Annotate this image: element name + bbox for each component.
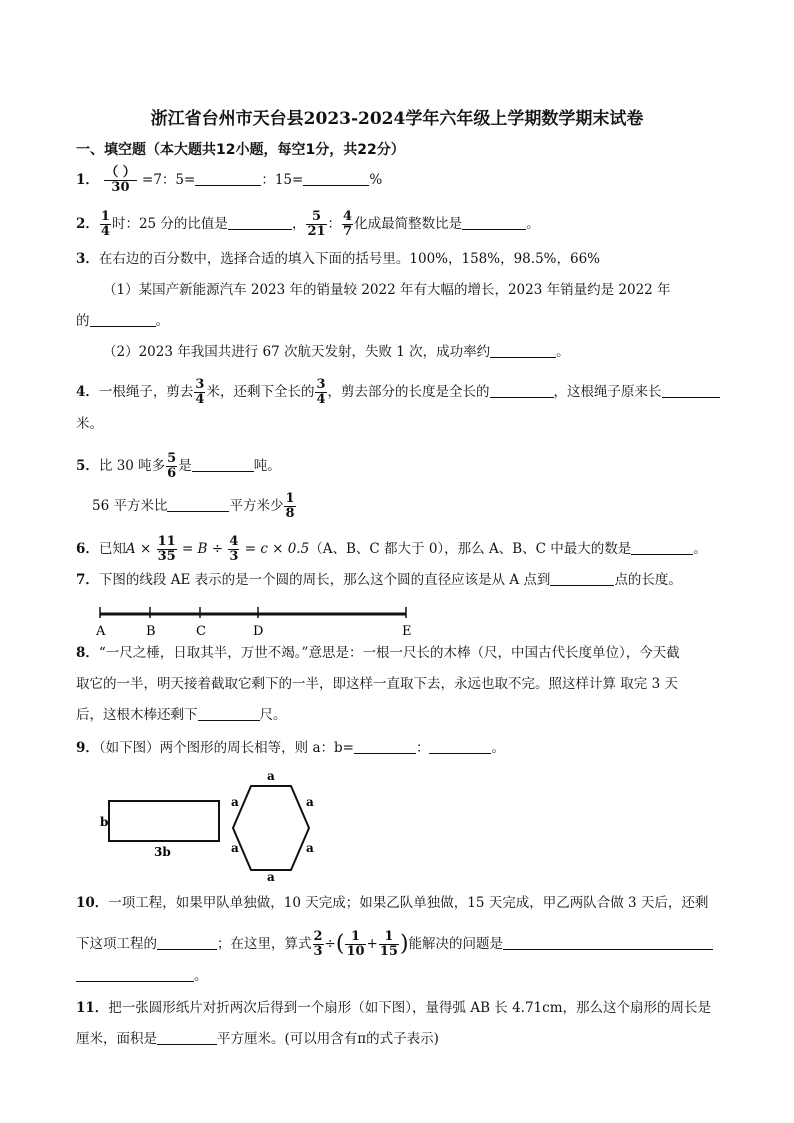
question-4-cont bbox=[76, 414, 103, 434]
question-8 bbox=[76, 643, 680, 663]
rect-label-b: b bbox=[100, 815, 109, 829]
fraction-numerator: 2 bbox=[313, 929, 323, 944]
question-text: 一项工程，如果甲队单独做，10 天完成；如果乙队单独做，15 天完成，甲乙两队合做 3 天后，还剩 bbox=[108, 895, 709, 911]
fraction-numerator: 5 bbox=[306, 210, 326, 225]
question-8-line-2 bbox=[76, 674, 678, 694]
question-text: （A、B、C 都大于 0），那么 A、B、C 中最大的数是 bbox=[309, 541, 632, 557]
question-text: 。 bbox=[491, 740, 505, 756]
answer-blank[interactable] bbox=[462, 215, 526, 230]
question-8-line-3 bbox=[76, 705, 287, 725]
question-3-part-2 bbox=[103, 342, 570, 362]
question-text: 后，这根木棒还剩下 bbox=[76, 707, 198, 723]
fraction-numerator: 4 bbox=[229, 534, 239, 549]
operator: + bbox=[366, 936, 378, 952]
answer-blank[interactable] bbox=[354, 739, 416, 754]
question-text: =7：5= bbox=[142, 172, 196, 188]
question-text: ，这根绳子原来长 bbox=[553, 384, 662, 400]
question-6 bbox=[76, 535, 707, 564]
question-10-line-2 bbox=[76, 930, 713, 959]
question-text: 比 30 吨多 bbox=[98, 458, 166, 474]
question-text: 取它的一半，明天接着截取它剩下的一半，即这样一直取下去，永远也取不完。照这样计算 取完 3 天 bbox=[76, 676, 678, 692]
fraction-denominator: 4 bbox=[100, 224, 110, 239]
question-text: ，剪去部分的长度是全长的 bbox=[327, 384, 490, 400]
question-3-part-1-cont bbox=[76, 311, 169, 331]
fraction-numerator: 1 bbox=[345, 930, 365, 945]
fraction-numerator: 3 bbox=[195, 377, 205, 392]
label-a: A bbox=[96, 624, 106, 639]
question-9 bbox=[76, 738, 505, 758]
question-number: 1． bbox=[76, 172, 99, 188]
question-text: 点的长度。 bbox=[614, 572, 682, 588]
fraction bbox=[194, 378, 205, 407]
question-text: 。 bbox=[693, 541, 707, 557]
fraction-numerator: 11 bbox=[157, 534, 176, 549]
question-text: “一尺之棰，日取其半，万世不竭。”意思是：一根一尺长的木棒（尺，中国古代长度单位），今天截 bbox=[98, 645, 680, 661]
hex-label-ur: a bbox=[306, 795, 314, 809]
question-number: 11． bbox=[76, 1000, 109, 1016]
answer-blank[interactable] bbox=[167, 497, 229, 512]
answer-blank[interactable] bbox=[631, 540, 693, 555]
question-text: ；在这里，算式 bbox=[217, 936, 312, 952]
fraction-denominator: 6 bbox=[167, 466, 177, 481]
question-3-part-1 bbox=[103, 280, 671, 300]
question-text: （2）2023 年我国共进行 67 次航天发射，失败 1 次，成功率约 bbox=[103, 344, 491, 360]
fraction-numerator: 1 bbox=[379, 930, 399, 945]
fraction-denominator: 3 bbox=[313, 944, 323, 959]
question-11 bbox=[76, 998, 711, 1018]
answer-blank[interactable] bbox=[157, 1030, 217, 1045]
fraction bbox=[342, 210, 353, 239]
question-text: ： bbox=[415, 740, 430, 756]
question-2 bbox=[76, 210, 540, 239]
question-number: 2． bbox=[76, 216, 99, 232]
fraction bbox=[315, 378, 326, 407]
question-text: 厘米，面积是 bbox=[76, 1031, 157, 1047]
question-text: 。 bbox=[556, 344, 570, 360]
question-text: 米。 bbox=[76, 416, 103, 432]
operator: ÷ bbox=[324, 936, 336, 952]
question-text: 尺。 bbox=[259, 707, 287, 723]
answer-blank[interactable] bbox=[303, 171, 369, 186]
question-11-line-2 bbox=[76, 1029, 439, 1049]
question-number: 8． bbox=[76, 645, 99, 661]
question-number: 5． bbox=[76, 458, 99, 474]
left-paren: ( bbox=[335, 931, 345, 957]
question-text: 吨。 bbox=[253, 458, 281, 474]
question-10 bbox=[76, 893, 708, 913]
question-1 bbox=[76, 166, 382, 195]
label-d: D bbox=[253, 624, 264, 639]
question-text: 把一张圆形纸片对折两次后得到一个扇形（如下图），量得弧 AB 长 4.71cm，那么这个扇形的周长是 bbox=[108, 1000, 712, 1016]
fraction bbox=[313, 930, 324, 959]
segment-figure bbox=[92, 604, 422, 640]
question-text: 下这项工程的 bbox=[76, 936, 157, 952]
answer-blank[interactable] bbox=[157, 935, 217, 950]
fraction-denominator: 4 bbox=[195, 392, 205, 407]
question-number: 4． bbox=[76, 384, 99, 400]
question-number: 10． bbox=[76, 895, 109, 911]
right-paren: ) bbox=[399, 931, 409, 957]
fraction-numerator: 1 bbox=[285, 491, 295, 506]
answer-blank[interactable] bbox=[550, 571, 614, 586]
ratio-separator: ： bbox=[327, 216, 342, 232]
question-text: 。 bbox=[526, 216, 540, 232]
question-number: 3． bbox=[76, 251, 99, 267]
answer-blank[interactable] bbox=[198, 706, 260, 721]
fraction-denominator: 7 bbox=[343, 224, 353, 239]
fraction bbox=[284, 492, 295, 521]
fraction-denominator: 4 bbox=[316, 392, 326, 407]
question-4 bbox=[76, 378, 720, 407]
fraction-denominator: 15 bbox=[379, 944, 398, 959]
rect-label-3b: 3b bbox=[154, 845, 171, 859]
fraction-numerator: 3 bbox=[316, 377, 326, 392]
shapes-figure bbox=[96, 768, 336, 882]
fraction bbox=[306, 210, 326, 239]
question-text: 平方厘米。(可以用含有π的式子表示) bbox=[217, 1031, 439, 1047]
equation-part: A × bbox=[125, 541, 156, 557]
hexagon-shape bbox=[233, 786, 309, 870]
question-text: 是 bbox=[178, 458, 192, 474]
question-text: 56 平方米比 bbox=[92, 498, 168, 514]
page-title: 浙江省台州市天台县2023-2024学年六年级上学期数学期末试卷 bbox=[150, 109, 644, 129]
hex-label-lr: a bbox=[306, 841, 314, 855]
question-10-line-3 bbox=[76, 966, 208, 986]
fraction-denominator: 3 bbox=[229, 549, 239, 564]
fraction bbox=[345, 930, 365, 959]
answer-blank[interactable] bbox=[503, 935, 713, 950]
question-text: 米，还剩下全长的 bbox=[206, 384, 315, 400]
question-number: 9． bbox=[76, 740, 99, 756]
label-b: B bbox=[146, 624, 156, 639]
question-text: 化成最简整数比是 bbox=[354, 216, 463, 232]
answer-blank[interactable] bbox=[228, 215, 292, 230]
hex-label-top: a bbox=[267, 769, 275, 783]
question-text: 。 bbox=[194, 968, 208, 984]
question-7 bbox=[76, 570, 682, 590]
hex-label-ul: a bbox=[231, 795, 239, 809]
question-text: 。 bbox=[155, 313, 169, 329]
question-text: 在右边的百分数中，选择合适的填入下面的括号里。100%，158%，98.5%，66% bbox=[98, 251, 600, 267]
question-text: 能解决的问题是 bbox=[408, 936, 504, 952]
question-3 bbox=[76, 249, 600, 269]
equation-part: = c × 0.5 bbox=[240, 541, 310, 557]
rectangle-shape bbox=[109, 801, 219, 841]
question-text: （1）某国产新能源汽车 2023 年的销量较 2022 年有大幅的增长，2023 年销量约是 2022 年 bbox=[103, 282, 671, 298]
question-text: ， bbox=[291, 216, 306, 232]
question-5-part-2 bbox=[92, 492, 297, 521]
fraction-numerator: 5 bbox=[167, 451, 177, 466]
fraction-denominator: 35 bbox=[157, 549, 176, 564]
question-text: 平方米少 bbox=[229, 498, 284, 514]
hex-label-bottom: a bbox=[267, 870, 275, 882]
answer-blank[interactable] bbox=[490, 383, 554, 398]
fraction-numerator: 1 bbox=[100, 209, 110, 224]
question-number: 6． bbox=[76, 541, 99, 557]
answer-blank[interactable] bbox=[662, 383, 720, 398]
fraction bbox=[166, 452, 177, 481]
fraction-denominator: 10 bbox=[346, 944, 365, 959]
answer-blank[interactable] bbox=[192, 457, 254, 472]
fraction bbox=[228, 535, 239, 564]
question-text: 一根绳子，剪去 bbox=[98, 384, 194, 400]
question-text: % bbox=[369, 172, 383, 188]
question-text: 的 bbox=[76, 313, 90, 329]
question-text: ：15= bbox=[261, 172, 304, 188]
question-text: （如下图）两个图形的周长相等，则 a：b= bbox=[98, 740, 354, 756]
label-c: C bbox=[196, 624, 206, 639]
answer-blank[interactable] bbox=[429, 739, 491, 754]
question-text: 时：25 分的比值是 bbox=[111, 216, 228, 232]
section-heading: 一、填空题（本大题共12小题，每空1分，共22分） bbox=[76, 142, 405, 158]
answer-blank[interactable] bbox=[195, 171, 261, 186]
fraction-denominator: 21 bbox=[307, 224, 326, 239]
equation-part: = B ÷ bbox=[177, 541, 228, 557]
question-text: 已知 bbox=[98, 541, 126, 557]
question-5 bbox=[76, 452, 281, 481]
question-number: 7． bbox=[76, 572, 99, 588]
hex-label-ll: a bbox=[231, 841, 239, 855]
answer-blank[interactable] bbox=[90, 312, 156, 327]
fraction-denominator: 8 bbox=[285, 506, 295, 521]
fraction bbox=[157, 535, 177, 564]
fraction-numerator: 4 bbox=[343, 209, 353, 224]
fraction-denominator: 30 bbox=[111, 180, 130, 195]
answer-blank[interactable] bbox=[490, 343, 556, 358]
fraction bbox=[100, 210, 111, 239]
fraction-numerator: （ ） bbox=[105, 165, 136, 180]
label-e: E bbox=[402, 624, 412, 639]
fraction bbox=[104, 166, 137, 195]
answer-blank[interactable] bbox=[76, 967, 194, 982]
question-text: 下图的线段 AE 表示的是一个圆的周长，那么这个圆的直径应该是从 A 点到 bbox=[98, 572, 551, 588]
fraction bbox=[379, 930, 399, 959]
